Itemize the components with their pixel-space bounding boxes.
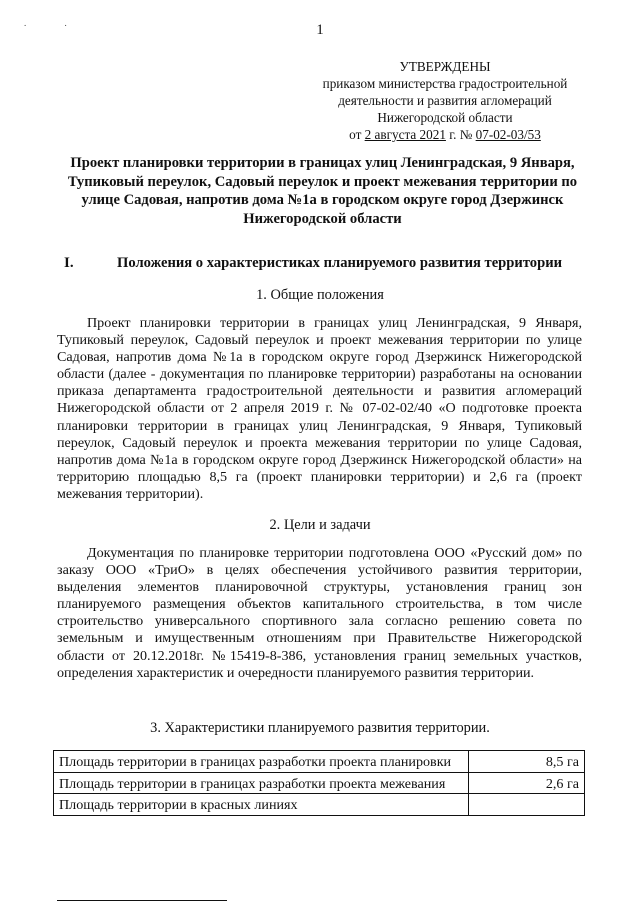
approval-line: Нижегородской области [377,110,513,125]
section-number: I. [64,255,74,271]
approval-number-label: г. № [449,127,473,142]
table-row [54,794,585,816]
page-number: 1 [316,22,324,38]
approval-prefix: от [349,127,362,142]
table-row [54,772,585,794]
approval-order-line [310,126,580,143]
table-cell-label: Площадь территории в красных линиях [54,794,469,816]
table-cell-label: Площадь территории в границах разработки проекта межевания [54,772,469,794]
characteristics-table [53,750,585,816]
approval-date: 2 августа 2021 [364,127,446,142]
approval-line: приказом министерства градостроительной [322,76,568,91]
subsection-heading: 3. Характеристики планируемого развития территории. [150,720,490,736]
scan-marks: . . [24,18,85,28]
table-cell-value [469,794,585,816]
approval-stamp [310,58,580,143]
table-cell-value: 8,5 га [469,751,585,773]
table-row [54,751,585,773]
table-cell-value: 2,6 га [469,772,585,794]
approval-heading: УТВЕРЖДЕНЫ [399,59,491,74]
approval-number: 07-02-03/53 [475,127,541,142]
subsection-heading: 2. Цели и задачи [269,517,371,533]
body-paragraph: Документация по планировке территории подготовлена ООО «Русский дом» по заказу ООО «ТриО» в целях обеспечения устойчивого развития территории, выделения элементов планировочной структуры, установления границ зон планируемого размещения объектов капитального строительства, в том числе строительство универсального спортивного зала согласно решению совета по земельным и имущественным отношениям при Правительстве Нижегородской области от 20.12.2018г. №15419-8-386, установления границ земельных участков, определения характеристик и очередности планируемого развития территории. [57,545,582,681]
table-cell-label: Площадь территории в границах разработки проекта планировки [54,751,469,773]
subsection-heading: 1. Общие положения [256,287,384,303]
section-title: Положения о характеристиках планируемого развития территории [117,255,563,271]
approval-line: деятельности и развития агломераций [338,93,552,108]
document-title: Проект планировки территории в границах улиц Ленинградская, 9 Января, Тупиковый переулок, Садовый переулок и проект межевания территории по улице Садовая, напротив дома №1а в городском округе город Дзержинск Нижегородской области [67,155,578,227]
footnote-divider [57,900,227,901]
body-paragraph: Проект планировки территории в границах улиц Ленинградская, 9 Января, Тупиковый переулок, Садовый переулок и проект межевания территории по улице Садовая, напротив дома №1а в городском округе город Дзержинск Нижегородской области (далее - документация по планировке территории) разработаны на основании приказа департамента градостроительной деятельности и развития агломераций Нижегородской области от 2 апреля 2019 г. № 07-02-02/40 «О подготовке проекта планировки территории в границах улиц Ленинградская, 9 Января, Тупиковый переулок, Садовый переулок и проекта межевания территории по улице Садовая, напротив дома №1а в городском округе город Дзержинск Нижегородской области» на территорию площадью 8,5 га (проект планировки территории) и 2,6 га (проект межевания территории). [57,315,582,502]
